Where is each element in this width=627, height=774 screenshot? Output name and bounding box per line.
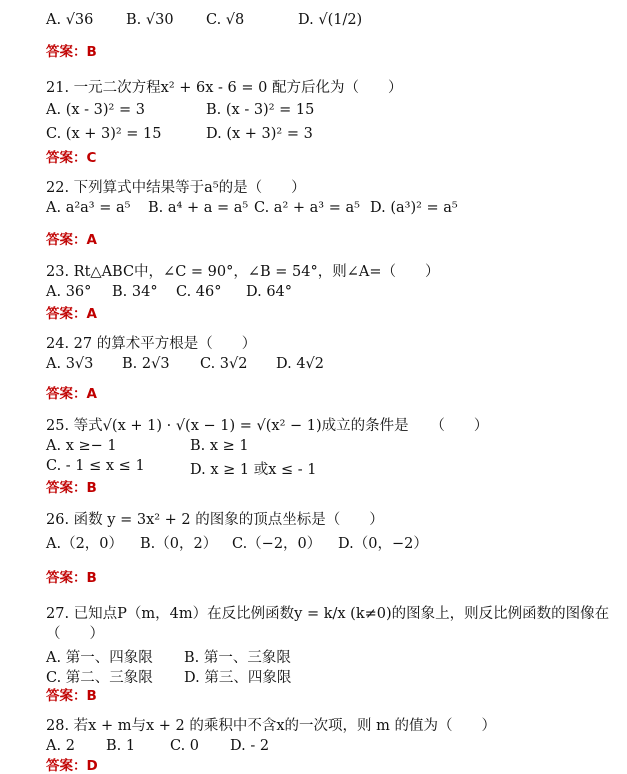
q26-option-a: A.（2，0）: [46, 536, 124, 552]
q24-option-c: C. 3√2: [200, 356, 248, 372]
q28-answer: 答案：D: [46, 758, 98, 774]
q24-option-d: D. 4√2: [276, 356, 325, 372]
q27-option-b: B. 第一、三象限: [184, 650, 291, 666]
q23-option-c: C. 46°: [176, 284, 222, 300]
q22-option-a: A. a²a³ = a⁵: [46, 200, 131, 216]
q21-answer: 答案：C: [46, 150, 97, 166]
q21-option-d: D. (x + 3)² = 3: [206, 126, 313, 142]
q24-answer: 答案：A: [46, 386, 97, 402]
q22-option-c: C. a² + a³ = a⁵: [254, 200, 360, 216]
q27-option-d: D. 第三、四象限: [184, 670, 292, 686]
q21-stem: 21. 一元二次方程x² + 6x - 6 = 0 配方后化为（ ）: [46, 80, 403, 96]
q25-option-d: D. x ≥ 1 或x ≤ - 1: [190, 462, 317, 478]
q27-stem-continued: （ ）: [46, 626, 104, 642]
q26-option-b: B.（0，2）: [140, 536, 218, 552]
q26-answer: 答案：B: [46, 570, 97, 586]
q26-option-d: D.（0，−2）: [338, 536, 428, 552]
q24-stem: 24. 27 的算术平方根是（ ）: [46, 336, 257, 352]
q20-option-b: B. √30: [126, 12, 174, 28]
q27-answer: 答案：B: [46, 688, 97, 704]
q25-option-b: B. x ≥ 1: [190, 438, 249, 454]
q22-answer: 答案：A: [46, 232, 97, 248]
q23-option-b: B. 34°: [112, 284, 158, 300]
q20-option-d: D. √(1/2): [298, 12, 363, 28]
q25-answer: 答案：B: [46, 480, 97, 496]
q21-option-b: B. (x - 3)² = 15: [206, 102, 315, 118]
q24-option-b: B. 2√3: [122, 356, 170, 372]
q20-option-c: C. √8: [206, 12, 245, 28]
q28-option-d: D. - 2: [230, 738, 270, 754]
q23-option-a: A. 36°: [46, 284, 92, 300]
q26-option-c: C.（−2，0）: [232, 536, 322, 552]
q28-option-b: B. 1: [106, 738, 136, 754]
q25-stem: 25. 等式√(x + 1) · √(x − 1) = √(x² − 1)成立的条件是 （ ）: [46, 418, 489, 434]
q22-option-b: B. a⁴ + a = a⁵: [148, 200, 249, 216]
q21-option-c: C. (x + 3)² = 15: [46, 126, 162, 142]
q28-stem: 28. 若x + m与x + 2 的乘积中不含x的一次项，则 m 的值为（ ）: [46, 718, 496, 734]
q20-option-a: A. √36: [46, 12, 94, 28]
q24-option-a: A. 3√3: [46, 356, 94, 372]
q22-option-d: D. (a³)² = a⁵: [370, 200, 458, 216]
q28-option-c: C. 0: [170, 738, 200, 754]
q25-option-c: C. - 1 ≤ x ≤ 1: [46, 458, 145, 474]
q23-stem: 23. Rt△ABC中，∠C = 90°，∠B = 54°，则∠A=（ ）: [46, 264, 440, 280]
q21-option-a: A. (x - 3)² = 3: [46, 102, 145, 118]
q26-stem: 26. 函数 y = 3x² + 2 的图象的顶点坐标是（ ）: [46, 512, 384, 528]
q23-option-d: D. 64°: [246, 284, 293, 300]
q27-option-a: A. 第一、四象限: [46, 650, 153, 666]
q25-option-a: A. x ≥− 1: [46, 438, 117, 454]
q23-answer: 答案：A: [46, 306, 97, 322]
q27-option-c: C. 第二、三象限: [46, 670, 153, 686]
q20-answer: 答案：B: [46, 44, 97, 60]
q27-stem: 27. 已知点P（m，4m）在反比例函数y = k/x (k≠0)的图象上，则反比例函数的图像在: [46, 606, 610, 622]
q28-option-a: A. 2: [46, 738, 75, 754]
q22-stem: 22. 下列算式中结果等于a⁵的是（ ）: [46, 180, 306, 196]
